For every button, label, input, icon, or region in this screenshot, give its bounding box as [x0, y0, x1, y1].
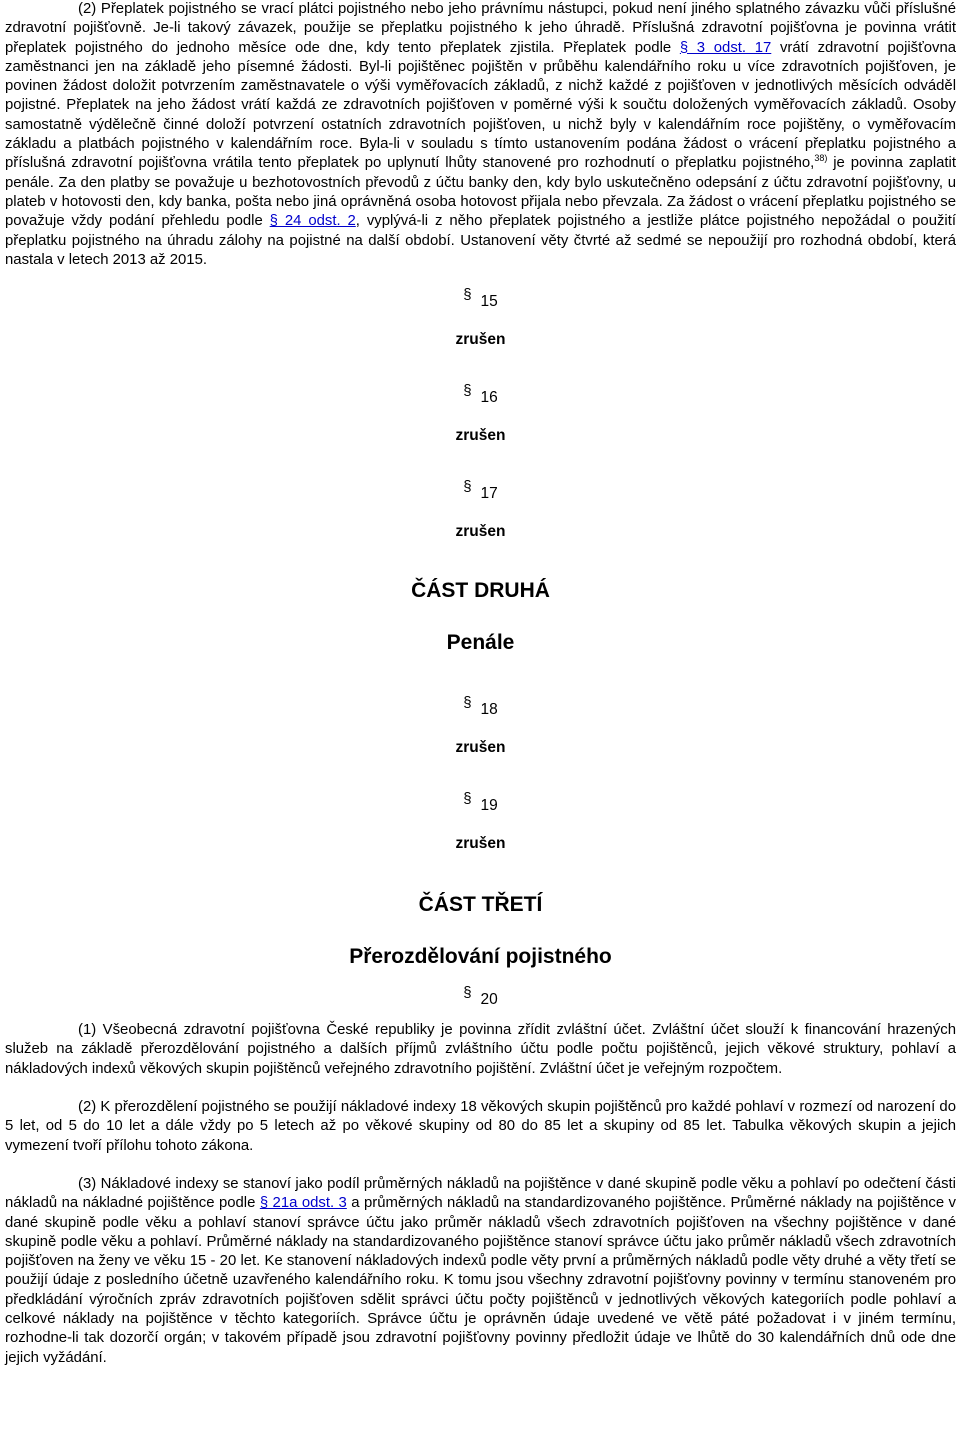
section-17-status: zrušen [455, 523, 506, 541]
part-three-title: ČÁST TŘETÍ [418, 893, 543, 917]
section-20-heading [5, 984, 956, 1010]
section-number: 17 [480, 485, 498, 503]
section-sign: § [463, 286, 472, 304]
section-number: 16 [480, 389, 498, 407]
section-sign: § [463, 694, 472, 712]
section-20-paragraph-2: (2) K přerozdělení pojistného se použijí nákladové indexy 18 věkových skupin pojištěnců pro každé pohlaví v rozmezí od narození do 5 let, od 5 do 10 let a dále vždy po 5 letech až po věkové skupiny od 80 do 85 let a skupiny od 85 let. Tabulka věkových skupin a jejich vymezení tvoří přílohu tohoto zákona. [5, 1099, 956, 1154]
section-20-paragraph-3 [5, 1175, 956, 1368]
paragraph-text: a průměrných nákladů na standardizovaného pojištěnce. Průměrné náklady na pojištěnce v dané skupině podle věku a pohlaví stanoví správce účtu jako průměr nákladů všech zdravotních pojišťoven na všechny pojištěnce v dané skupině podle věku a pohlaví. Průměrné náklady na standardizovaného pojištěnce stanoví správce účtu jako průměr nákladů všech zdravotních pojišťoven na ženy ve věku 15 - 20 let. Ke stanovení nákladových indexů podle věty první a průměrných nákladů podle věty druhé a věty třetí se použijí údaje z posledního účetně uzavřeného kalendářního roku. K tomu jsou všechny zdravotní pojišťovny povinny v termínu stanoveném pro předkládání výročních zpráv zdravotních pojišťoven sdělit správci účtu počty pojištěnců v jednotlivých věkových kategoriích podle pohlaví a celkové náklady na pojištěnce v těchto kategoriích. Správce účtu je oprávněn údaje uvedené ve větě páté požadovat i v jiném termínu, rozhodne-li tak dozorčí orgán; v takovém případě jsou zdravotní pojišťovny povinny předložit údaje ve lhůtě do 30 kalendářních dnů ode dne jejich vyžádání. [5, 1195, 957, 1366]
section-15-heading [5, 286, 956, 312]
section-19-status: zrušen [455, 835, 506, 853]
section-19-heading [5, 790, 956, 816]
footnote-ref[interactable]: 38) [814, 153, 828, 164]
part-three-subtitle: Přerozdělování pojistného [349, 945, 612, 969]
section-20-paragraph-1: (1) Všeobecná zdravotní pojišťovna České republiky je povinna zřídit zvláštní účet. Zvláštní účet slouží k financování hrazených služeb na základě přerozdělování pojistného a dalších příjmů zvláštního účtu podle počtu pojištěnců, jejich věkové struktury, pohlaví a nákladových indexů věkových skupin pojištěnců veřejného zdravotního pojištění. Zvláštní účet je veřejným rozpočtem. [5, 1022, 956, 1077]
section-16-heading [5, 382, 956, 408]
section-sign: § [463, 382, 472, 400]
paragraph-text: je povinna zaplatit penále. Za den platby se považuje u bezhotovostních převodů z účtu banky den, kdy bylo uskutečněno odepsání z účtu zdravotní pojišťovny, u plateb v hotovosti den, kdy banka, pošta nebo jiná oprávněná osoba hotovost přijala nebo převzala. Za žádost o vrácení přeplatku pojistného se považuje vždy podání přehledu podle [5, 155, 956, 230]
section-24-link[interactable]: § 24 odst. 2 [269, 213, 356, 230]
section-sign: § [463, 478, 472, 496]
section-3-link[interactable]: § 3 odst. 17 [679, 39, 772, 56]
section-number: 19 [480, 797, 498, 815]
section-17-heading [5, 478, 956, 504]
paragraph-2 [5, 0, 956, 270]
section-sign: § [463, 790, 472, 808]
section-number: 20 [480, 991, 498, 1009]
section-18-status: zrušen [455, 739, 506, 757]
section-sign: § [463, 984, 472, 1002]
section-number: 15 [480, 293, 498, 311]
section-16-status: zrušen [455, 427, 506, 445]
section-21a-link[interactable]: § 21a odst. 3 [259, 1195, 347, 1212]
part-two-title: ČÁST DRUHÁ [411, 579, 550, 603]
section-15-status: zrušen [455, 331, 506, 349]
paragraph-text: vrátí zdravotní pojišťovna zaměstnanci jen na základě jeho písemné žádosti. Byl-li pojištěnec pojištěn v průběhu kalendářního roku u více zdravotních pojišťoven, je povinen žádost doložit potvrzením zaměstnavatele o výši vyměřovacích základů, z nichž každé z pojišťoven v jednotlivých měsících odváděl pojistné. Přeplatek na jeho žádost vrátí každá ze zdravotních pojišťoven v poměrné výši k součtu doložených vyměřovacích základů. Osoby samostatně výdělečně činné doloží potvrzení ostatních zdravotních pojišťoven, u nichž byly v kalendářním roce pojištěny, o vyměřovacím základu a platbách pojistného v kalendářním roce. Byla-li v souladu s tímto ustanovením podána žádost o vrácení přeplatku pojistného a příslušná zdravotní pojišťovna vrátila tento přeplatek po uplynutí lhůty stanovené pro rozhodnutí o přeplatku pojistného, [5, 39, 957, 172]
paragraph-text: (2) Přeplatek pojistného se vrací plátci pojistného nebo jeho právnímu nástupci, pokud není jiného splatného závazku vůči příslušné zdravotní pojišťovně. Je-li takový závazek, použije se přeplatku pojistného k jeho úhradě. Příslušná zdravotní pojišťovna je povinna vrátit přeplatek pojistného do jednoho měsíce ode dne, kdy tento přeplatek zjistila. Přeplatek podle [5, 1, 956, 56]
section-18-heading [5, 694, 956, 720]
section-number: 18 [480, 701, 498, 719]
paragraph-text: (3) Nákladové indexy se stanoví jako podíl průměrných nákladů na pojištěnce v dané skupině podle věku a pohlaví po odečtení části nákladů na nákladné pojištěnce podle [5, 1175, 956, 1212]
part-two-subtitle: Penále [446, 631, 515, 655]
paragraph-text: , vyplývá-li z něho přeplatek pojistného a jestliže plátce pojistného nepožádal o použití přeplatku pojistného na úhradu zálohy na pojistné na další období. Ustanovení věty čtvrté až sedmé se nepoužijí pro rozhodná období, která nastala v letech 2013 až 2015. [5, 213, 956, 268]
